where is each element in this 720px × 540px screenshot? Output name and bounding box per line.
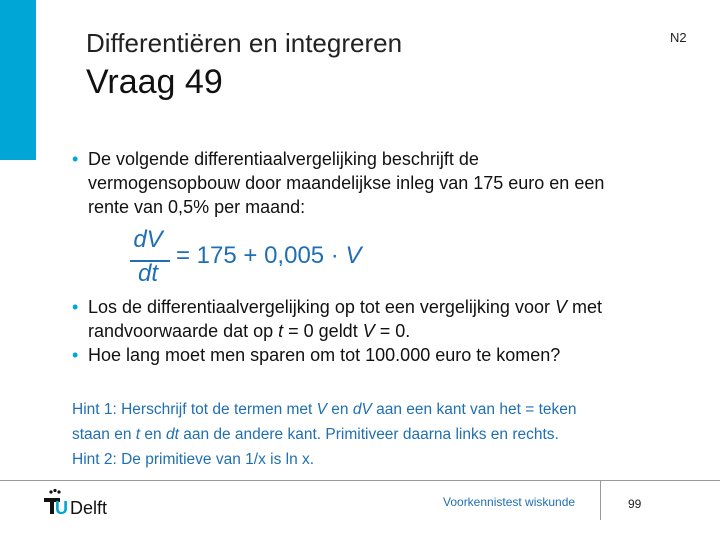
hint-var: t: [135, 426, 141, 443]
hint-text: Hint 1: Herschrijf tot de termen met: [72, 401, 317, 418]
question-tasks: [72, 295, 692, 367]
differential-equation: [120, 226, 380, 292]
question-intro: [72, 147, 692, 219]
intro-line-3: rente van 0,5% per maand:: [88, 197, 306, 217]
footer-separator: [600, 480, 601, 520]
rhs-expression: = 175 + 0,005 ·: [176, 242, 346, 269]
bullet-icon: •: [72, 149, 79, 169]
rhs-variable: V: [345, 242, 362, 269]
task-2-text: Hoe lang moet men sparen om tot 100.000 euro te komen?: [88, 345, 561, 365]
bullet-item: [72, 147, 692, 219]
hint-var: dt: [165, 426, 179, 443]
hint-text: aan de andere kant. Primitiveer daarna links en rechts.: [178, 426, 559, 443]
hint-2: Hint 2: De primitieve van 1/x is ln x.: [72, 451, 315, 468]
bullet-item: [72, 343, 692, 367]
page-number: 99: [628, 497, 642, 511]
task-1-text: Los de differentiaalvergelijking op tot een vergelijking voor: [88, 297, 555, 317]
hint-text: staan en: [72, 426, 136, 443]
tudelft-logo: [42, 488, 132, 524]
footer-divider: [0, 480, 720, 481]
equation-right-side: [176, 242, 361, 270]
task-1-text-2: randvoorwaarde dat op: [88, 321, 279, 341]
task-1-text-4: = 0.: [374, 321, 411, 341]
bullet-icon: •: [72, 345, 79, 365]
intro-line-2: vermogensopbouw door maandelijkse inleg van 175 euro en een: [88, 173, 605, 193]
task-1-text-end: met: [566, 297, 602, 317]
hint-var: dV: [352, 401, 372, 418]
task-1-var-v: V: [362, 321, 375, 341]
fraction-numerator: dV: [133, 226, 163, 253]
section-subtitle: Differentiëren en integreren: [86, 28, 403, 58]
page-title: Vraag 49: [86, 63, 223, 101]
hint-text: aan een kant van het = teken: [371, 401, 577, 418]
fraction-denominator: dt: [137, 260, 158, 287]
task-1-var: V: [554, 297, 567, 317]
accent-bar: [0, 0, 36, 160]
intro-line-1: De volgende differentiaalvergelijking beschrijft de: [88, 149, 479, 169]
hint-1-line-1: [72, 397, 692, 422]
bullet-icon: •: [72, 297, 79, 317]
bullet-item: [72, 295, 692, 343]
hint-text: en: [140, 426, 166, 443]
hint-var: V: [316, 401, 327, 418]
section-code: N2: [670, 30, 687, 45]
logo-delft: Delft: [70, 498, 108, 518]
hints-block: [72, 397, 692, 472]
footer-course: Voorkennistest wiskunde: [443, 495, 576, 509]
task-1-var-t: t: [278, 321, 284, 341]
hint-text: en: [326, 401, 353, 418]
hint-1-line-2: [72, 422, 692, 447]
task-1-text-3: = 0 geldt: [283, 321, 363, 341]
logo-u: U: [55, 498, 68, 518]
